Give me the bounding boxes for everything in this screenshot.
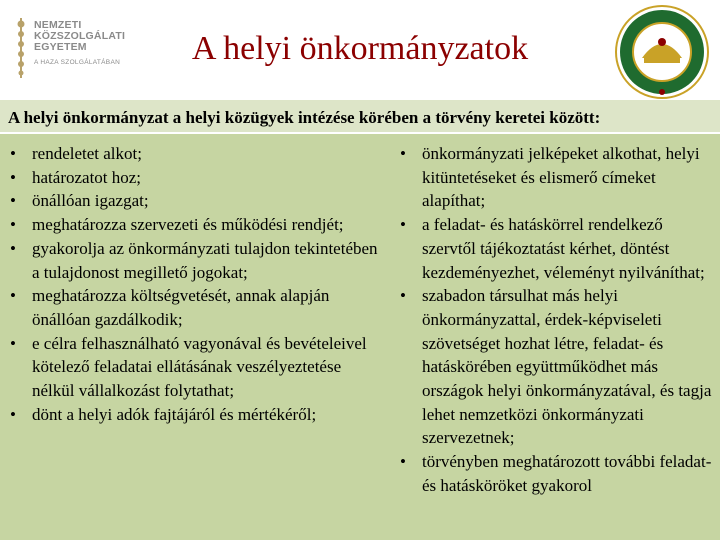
list-item: • dönt a helyi adók fajtájáról és mértékéről; (6, 403, 378, 427)
logo-line-3: EGYETEM (34, 41, 87, 53)
list-item: • törvényben meghatározott további feladat- és hatásköröket gyakorol (396, 450, 714, 497)
list-item: • szabadon társulhat más helyi önkormányzattal, érdek-képviseleti szövetséget hozhat létre, feladat- és hatáskörében együttműködhet más országok helyi önkormányzatával, és tagja lehet nemzetközi önkormányzati szervezetnek; (396, 284, 714, 450)
list-item: • meghatározza költségvetését, annak alapján önállóan gazdálkodik; (6, 284, 378, 331)
list-item: • önállóan igazgat; (6, 189, 378, 213)
slide-header (0, 0, 720, 100)
right-bullet-list (396, 142, 714, 498)
list-item: • határozatot hoz; (6, 166, 378, 190)
slide-title: A helyi önkormányzatok (191, 30, 529, 67)
left-bullet-list (6, 142, 378, 426)
slide-subtitle: A helyi önkormányzat a helyi közügyek intézése körében a törvény keretei között: (8, 108, 601, 127)
list-item: • meghatározza szervezeti és működési rendjét; (6, 213, 378, 237)
list-item: • gyakorolja az önkormányzati tulajdon tekintetében a tulajdonost megillető jogokat; (6, 237, 378, 284)
logo-line-1: NEMZETI (34, 19, 82, 31)
list-item: • e célra felhasználható vagyonával és bevételeivel kötelező feladatai ellátásának veszélyeztetése nélkül vállalkozást folytathat; (6, 332, 378, 403)
list-item: • a feladat- és hatáskörrel rendelkező szervtől tájékoztatást kérhet, döntést kezdeményezhet, véleményt nyilváníthat; (396, 213, 714, 284)
logo-tagline: A HAZA SZOLGÁLATÁBAN (34, 59, 121, 66)
university-seal-icon (612, 2, 712, 102)
logo-line-2: KÖZSZOLGÁLATI (34, 30, 126, 42)
list-item: • önkormányzati jelképeket alkothat, helyi kitüntetéseket és elismerő címeket alapíthat; (396, 142, 714, 213)
list-item: • rendeletet alkot; (6, 142, 378, 166)
